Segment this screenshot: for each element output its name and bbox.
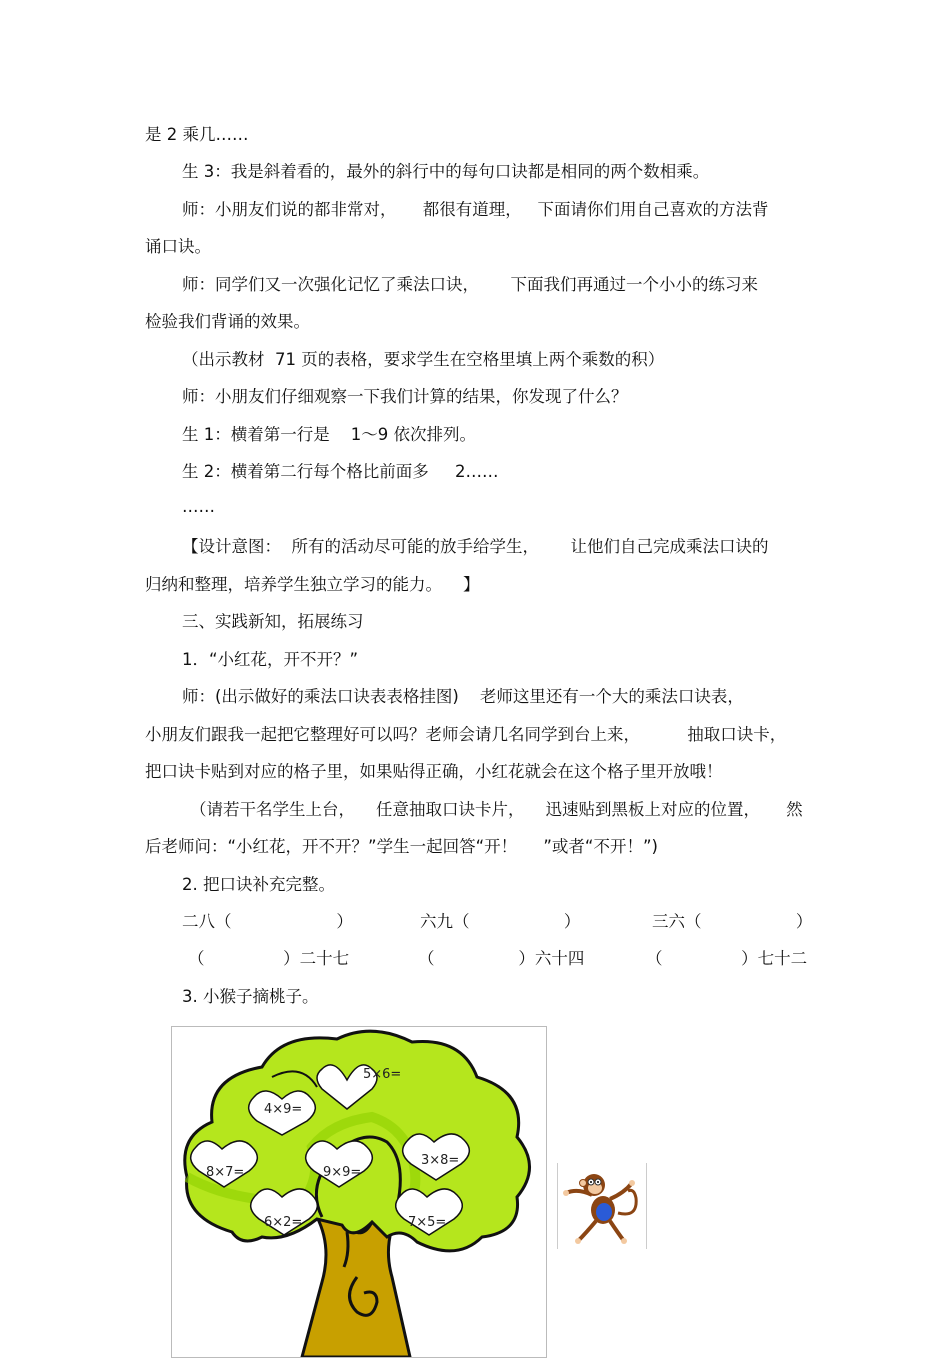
text-line: 检验我们背诵的效果。: [145, 312, 310, 331]
peach-tree-figure: [171, 1026, 547, 1358]
text-line: 师：小朋友们仔细观察一下我们计算的结果，你发现了什么？: [182, 387, 628, 406]
fill-in-blank-item: 二八（ ）: [182, 912, 353, 931]
text-line: 师：(出示做好的乘法口诀表表格挂图) 老师这里还有一个大的乘法口诀表，: [182, 687, 744, 706]
fill-in-blank-item: 三六（ ）: [652, 912, 813, 931]
text-line: 1．“小红花，开不开？”: [182, 650, 359, 669]
text-line: 生 2：横着第二行每个格比前面多 2……: [182, 462, 499, 481]
tree-problem-label: 8×7=: [206, 1165, 245, 1180]
text-line: 3. 小猴子摘桃子。: [182, 987, 319, 1006]
tree-problem-label: 3×8=: [421, 1153, 460, 1168]
monkey-figure: [557, 1163, 647, 1249]
text-line: 师：小朋友们说的都非常对， 都很有道理， 下面请你们用自己喜欢的方法背: [182, 200, 769, 219]
tree-problem-label: 4×9=: [264, 1102, 303, 1117]
fill-in-blank-item: 六九（ ）: [420, 912, 581, 931]
tree-problem-label: 5×6=: [363, 1067, 402, 1082]
text-line: 是 2 乘几……: [145, 125, 249, 144]
tree-problem-label: 7×5=: [408, 1215, 447, 1230]
text-line: 生 3：我是斜着看的，最外的斜行中的每句口诀都是相同的两个数相乘。: [182, 162, 710, 181]
fill-in-blank-item: （ ）二十七: [188, 949, 350, 968]
text-line: （请若干名学生上台， 任意抽取口诀卡片， 迅速贴到黑板上对应的位置， 然: [190, 800, 803, 819]
fill-in-blank-item: （ ）六十四: [418, 949, 585, 968]
fill-in-blank-item: （ ）七十二: [646, 949, 808, 968]
tree-problem-label: 6×2=: [264, 1215, 303, 1230]
text-line: ……: [182, 497, 215, 516]
tree-illustration-icon: [172, 1027, 546, 1357]
text-line: 后老师问：“小红花，开不开？”学生一起回答“开！ ”或者“不开！”): [145, 837, 658, 856]
text-line: 诵口诀。: [145, 237, 211, 256]
text-line: 把口诀卡贴到对应的格子里，如果贴得正确，小红花就会在这个格子里开放哦！: [145, 762, 723, 781]
text-line: （出示教材 71 页的表格，要求学生在空格里填上两个乘数的积）: [182, 350, 665, 369]
text-line: 生 1：横着第一行是 1～9 依次排列。: [182, 425, 476, 444]
text-line: 【设计意图： 所有的活动尽可能的放手给学生， 让他们自己完成乘法口诀的: [182, 537, 769, 556]
tree-problem-label: 9×9=: [323, 1165, 362, 1180]
text-line: 2. 把口诀补充完整。: [182, 875, 335, 894]
text-line: 小朋友们跟我一起把它整理好可以吗？老师会请几名同学到台上来， 抽取口诀卡，: [145, 725, 787, 744]
text-line: 归纳和整理，培养学生独立学习的能力。 】: [145, 575, 480, 594]
text-line: 师：同学们又一次强化记忆了乘法口诀， 下面我们再通过一个小小的练习来: [182, 275, 758, 294]
text-line: 三、实践新知，拓展练习: [182, 612, 364, 631]
monkey-illustration-icon: [558, 1163, 646, 1249]
